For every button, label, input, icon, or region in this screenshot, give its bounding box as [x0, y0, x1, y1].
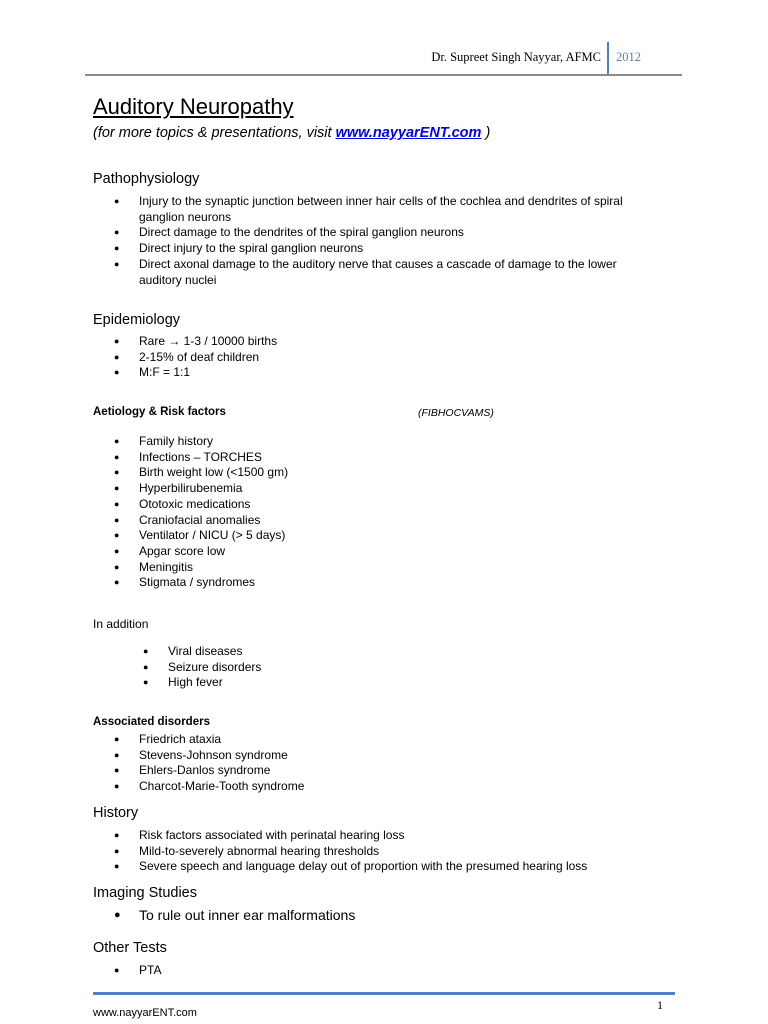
in-addition-label: In addition [93, 617, 149, 631]
list-item [93, 828, 587, 844]
list-item [93, 273, 623, 289]
bullet-icon: ● [114, 336, 120, 346]
list-item [93, 963, 161, 979]
list-item [93, 675, 261, 691]
mnemonic-note: (FIBHOCVAMS) [418, 407, 494, 419]
list-item [93, 225, 623, 241]
list-item [93, 513, 288, 529]
list-item-text: auditory nuclei [139, 272, 217, 287]
list-item [93, 497, 288, 513]
list-item [93, 560, 288, 576]
list-item-text: To rule out inner ear malformations [139, 907, 356, 923]
list-item-text: Direct injury to the spiral ganglion neurons [139, 241, 364, 256]
bullet-icon: ● [114, 830, 120, 840]
bullet-icon: ● [114, 243, 120, 254]
associated-disorders-list [93, 732, 304, 795]
list-item [93, 210, 623, 226]
bullet-icon: ● [114, 467, 120, 478]
list-item-text: Direct axonal damage to the auditory nerve that causes a cascade of damage to the lower [139, 256, 617, 271]
list-item [93, 350, 277, 366]
subtitle-suffix: ) [481, 125, 491, 141]
bullet-icon: ● [114, 577, 120, 588]
list-item [93, 763, 304, 779]
header-year: 2012 [616, 50, 641, 64]
header-rule [85, 74, 682, 76]
list-item [93, 906, 355, 924]
bullet-icon: ● [114, 734, 120, 744]
bullet-icon: ● [114, 367, 120, 378]
list-item [93, 241, 623, 257]
list-item-text: PTA [139, 963, 162, 977]
bullet-icon: ● [114, 351, 120, 362]
list-item-text: Charcot-Marie-Tooth syndrome [139, 779, 305, 794]
list-item [93, 779, 304, 795]
pathophysiology-list [93, 194, 623, 288]
list-item [93, 481, 288, 497]
page-number: 1 [657, 998, 663, 1012]
epidemiology-heading: Epidemiology [93, 312, 181, 328]
page-title: Auditory Neuropathy [93, 94, 294, 119]
list-item-text: Ehlers-Danlos syndrome [139, 763, 271, 778]
list-item [93, 575, 288, 591]
bullet-icon: ● [114, 436, 120, 446]
subtitle [93, 125, 490, 141]
list-item [93, 528, 288, 544]
list-item [93, 434, 288, 450]
history-list [93, 828, 587, 875]
list-item-text: Family history [139, 434, 214, 448]
list-item [93, 450, 288, 466]
list-item-text: Injury to the synaptic junction between inner hair cells of the cochlea and dendrites of spiral [139, 194, 623, 208]
bullet-icon: ● [143, 661, 149, 672]
list-item [93, 257, 623, 273]
list-item [93, 748, 304, 764]
bullet-icon: ● [114, 227, 120, 238]
subtitle-prefix: (for more topics & presentations, visit [93, 125, 336, 141]
pathophysiology-heading: Pathophysiology [93, 171, 200, 187]
list-item [93, 660, 261, 676]
epidemiology-list [93, 334, 277, 381]
footer-rule [93, 992, 675, 995]
bullet-icon: ● [114, 781, 120, 792]
header-separator [607, 42, 609, 75]
list-item-text: Severe speech and language delay out of proportion with the presumed hearing loss [139, 859, 588, 874]
list-item [93, 334, 277, 350]
other-tests-heading: Other Tests [93, 940, 167, 956]
other-tests-list [93, 963, 161, 979]
list-item-text: Infections – TORCHES [139, 449, 262, 464]
aetiology-heading: Aetiology & Risk factors [93, 406, 226, 418]
list-item-text: Stevens-Johnson syndrome [139, 747, 288, 762]
bullet-icon: ● [114, 258, 120, 269]
list-item-text: Hyperbilirubenemia [139, 481, 243, 496]
list-item [93, 644, 261, 660]
list-item-text: Viral diseases [168, 644, 243, 658]
list-item-text: 2-15% of deaf children [139, 349, 260, 364]
list-item-text: Apgar score low [139, 543, 226, 558]
list-item-text: ganglion neurons [139, 209, 232, 224]
list-item-text: Direct damage to the dendrites of the spiral ganglion neurons [139, 225, 464, 240]
associated-disorders-heading: Associated disorders [93, 716, 210, 728]
list-item [93, 844, 587, 860]
list-item-text: Risk factors associated with perinatal hearing loss [139, 828, 405, 842]
list-item [93, 732, 304, 748]
list-item-text: Birth weight low (<1500 gm) [139, 465, 289, 480]
imaging-list [93, 906, 355, 924]
bullet-icon: ● [143, 646, 149, 656]
bullet-icon: ● [114, 765, 120, 776]
bullet-icon: ● [114, 530, 120, 541]
list-item [93, 365, 277, 381]
list-item-text: Ventilator / NICU (> 5 days) [139, 528, 286, 543]
list-item-text: Ototoxic medications [139, 496, 251, 511]
header-author: Dr. Supreet Singh Nayyar, AFMC [431, 50, 601, 64]
bullet-icon: ● [114, 965, 120, 975]
list-item-text: Mild-to-severely abnormal hearing thresholds [139, 843, 380, 858]
list-item [93, 544, 288, 560]
list-item-text: High fever [168, 675, 223, 690]
list-item [93, 194, 623, 210]
bullet-icon: ● [114, 749, 120, 760]
list-item-text: M:F = 1:1 [139, 365, 191, 380]
bullet-icon: ● [143, 677, 149, 688]
website-link[interactable]: www.nayyarENT.com [335, 125, 482, 141]
list-item [93, 465, 288, 481]
list-item-text: Meningitis [139, 559, 194, 574]
bullet-icon: ● [114, 483, 120, 494]
bullet-icon: ● [114, 845, 120, 856]
list-item-text: Seizure disorders [168, 659, 262, 674]
list-item-text: Rare → 1-3 / 10000 births [139, 334, 278, 348]
list-item-text: Craniofacial anomalies [139, 512, 261, 527]
bullet-icon: ● [114, 451, 120, 462]
aetiology-list [93, 434, 288, 591]
bullet-icon: ● [114, 514, 120, 525]
list-item [93, 859, 587, 875]
bullet-icon: ● [114, 196, 120, 206]
bullet-icon: ● [114, 498, 120, 509]
bullet-icon: ● [114, 561, 120, 572]
bullet-icon: ● [114, 861, 120, 872]
list-item-text: Stigmata / syndromes [139, 575, 256, 590]
footer-url: www.nayyarENT.com [93, 1007, 197, 1019]
imaging-heading: Imaging Studies [93, 885, 197, 901]
bullet-icon: ● [114, 545, 120, 556]
list-item-text: Friedrich ataxia [139, 732, 222, 746]
addition-list [93, 644, 261, 691]
bullet-icon: ● [114, 909, 121, 921]
history-heading: History [93, 805, 139, 821]
